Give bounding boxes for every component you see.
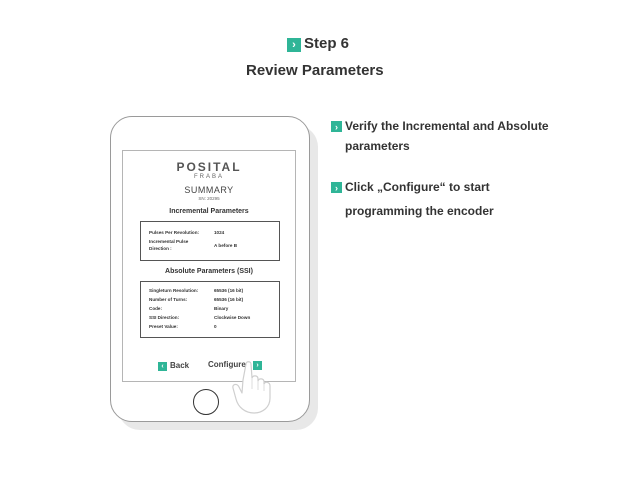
param-value: Binary: [214, 306, 229, 311]
logo-posital: POSITAL: [176, 160, 242, 174]
param-value: A before B: [214, 243, 238, 248]
instruction-1-line-1: Verify the Incremental and Absolute: [345, 119, 549, 133]
chevron-right-icon: ›: [331, 121, 342, 132]
instruction-1-line-2: parameters: [345, 139, 410, 153]
back-button[interactable]: [158, 361, 203, 373]
chevron-left-icon: ‹: [158, 362, 167, 371]
hand-pointer-icon: [228, 360, 280, 416]
param-value: 0: [214, 324, 217, 329]
chevron-right-icon: ›: [253, 361, 262, 370]
param-label: SSI Direction:: [149, 315, 180, 320]
chevron-right-icon: ›: [331, 182, 342, 193]
home-button[interactable]: [193, 389, 219, 415]
logo-fraba: FRABA: [193, 174, 224, 180]
param-label: Pulses Per Revolution:: [149, 230, 200, 235]
incremental-section-title: Incremental Parameters: [169, 208, 249, 215]
param-label: Incremental Pulse: [149, 239, 189, 244]
param-value: 1024: [214, 230, 225, 235]
param-label: Number of Turns:: [149, 297, 188, 302]
page-title: Review Parameters: [246, 62, 384, 79]
param-value: Clockwise Down: [214, 315, 251, 320]
instruction-2-line-1: Click „Configure“ to start: [345, 180, 490, 194]
param-value: 65536 (16 bit): [214, 288, 244, 293]
absolute-params-box: [140, 281, 280, 338]
serial-number: SN: 20295: [198, 196, 220, 201]
absolute-section-title: Absolute Parameters (SSI): [165, 268, 253, 275]
configure-label: Configure: [208, 360, 246, 369]
param-value: 65536 (16 bit): [214, 297, 244, 302]
instruction-2-line-2: programming the encoder: [345, 204, 494, 218]
device-screen: [122, 150, 296, 382]
step-label: Step 6: [304, 35, 350, 52]
incremental-params-box: [140, 221, 280, 261]
param-label: Code:: [149, 306, 163, 311]
param-label: Preset Value:: [149, 324, 178, 329]
param-label: Direction :: [149, 246, 172, 251]
summary-title: SUMMARY: [184, 185, 234, 195]
param-label: Singleturn Resolution:: [149, 288, 199, 293]
chevron-right-icon: ›: [287, 38, 301, 52]
back-label: Back: [170, 361, 190, 370]
